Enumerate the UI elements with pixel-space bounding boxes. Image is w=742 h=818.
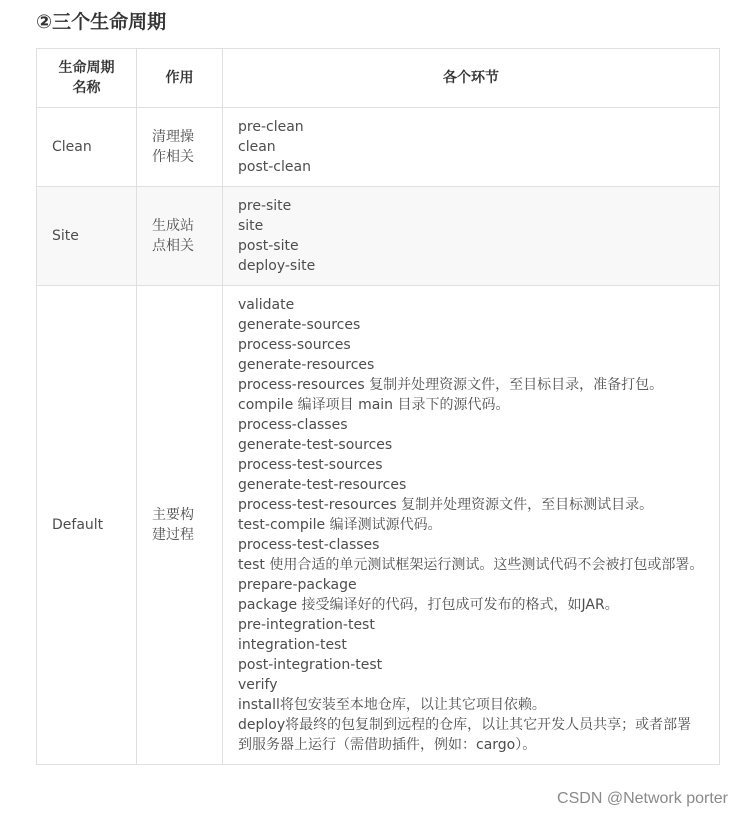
header-purpose: 作用: [137, 49, 223, 108]
stage-item: deploy-site: [238, 258, 316, 274]
stage-item: deploy将最终的包复制到远程的仓库，以让其它开发人员共享；或者部署到服务器上运行（需借助插件，例如：cargo）。: [238, 717, 692, 753]
stage-item: test-compile 编译测试源代码。: [238, 517, 442, 533]
purpose-line: 生成站: [152, 218, 194, 234]
table-header-row: [37, 49, 720, 108]
stage-item: post-site: [238, 238, 299, 254]
stage-item: generate-resources: [238, 357, 375, 373]
stage-item: process-test-classes: [238, 537, 380, 553]
stage-item: process-resources 复制并处理资源文件，至目标目录，准备打包。: [238, 377, 664, 393]
stage-item: compile 编译项目 main 目录下的源代码。: [238, 397, 510, 413]
stage-item: verify: [238, 677, 278, 693]
section-heading: ②三个生命周期: [36, 11, 167, 33]
lifecycle-table: [36, 48, 720, 765]
header-lifecycle-name: [37, 49, 137, 108]
cell-purpose: [137, 286, 223, 765]
table-body: [37, 108, 720, 765]
purpose-line: 建过程: [152, 527, 194, 543]
stage-item: post-clean: [238, 159, 311, 175]
watermark: CSDN @Network porter: [557, 790, 728, 807]
cell-lifecycle-name: Clean: [37, 108, 137, 187]
cell-stages: [223, 286, 720, 765]
header-stages: 各个环节: [223, 49, 720, 108]
cell-purpose: [137, 108, 223, 187]
table-row: [37, 286, 720, 765]
cell-lifecycle-name: Default: [37, 286, 137, 765]
header-lifecycle-name-line: 生命周期: [58, 60, 115, 76]
stage-item: integration-test: [238, 637, 347, 653]
stage-list: [238, 295, 704, 755]
stage-item: process-test-resources 复制并处理资源文件，至目标测试目录。: [238, 497, 654, 513]
stage-item: clean: [238, 139, 276, 155]
stage-item: package 接受编译好的代码，打包成可发布的格式，如JAR。: [238, 597, 619, 613]
purpose-line: 点相关: [152, 238, 194, 254]
stage-item: process-sources: [238, 337, 351, 353]
cell-purpose: [137, 187, 223, 286]
stage-list: [238, 117, 704, 177]
stage-item: generate-sources: [238, 317, 361, 333]
purpose-line: 主要构: [152, 507, 194, 523]
cell-stages: [223, 108, 720, 187]
stage-item: pre-clean: [238, 119, 304, 135]
table-row: [37, 108, 720, 187]
purpose-line: 清理操: [152, 129, 194, 145]
cell-lifecycle-name: Site: [37, 187, 137, 286]
stage-list: [238, 196, 704, 276]
stage-item: generate-test-sources: [238, 437, 393, 453]
purpose-line: 作相关: [152, 149, 194, 165]
stage-item: pre-integration-test: [238, 617, 375, 633]
table-row: [37, 187, 720, 286]
stage-item: prepare-package: [238, 577, 357, 593]
stage-item: site: [238, 218, 264, 234]
stage-item: install将包安装至本地仓库，以让其它项目依赖。: [238, 697, 546, 713]
stage-item: test 使用合适的单元测试框架运行测试。这些测试代码不会被打包或部署。: [238, 557, 704, 573]
cell-stages: [223, 187, 720, 286]
stage-item: generate-test-resources: [238, 477, 407, 493]
header-lifecycle-name-line: 名称: [72, 80, 101, 96]
stage-item: validate: [238, 297, 295, 313]
stage-item: process-classes: [238, 417, 348, 433]
stage-item: process-test-sources: [238, 457, 383, 473]
stage-item: pre-site: [238, 198, 292, 214]
stage-item: post-integration-test: [238, 657, 383, 673]
